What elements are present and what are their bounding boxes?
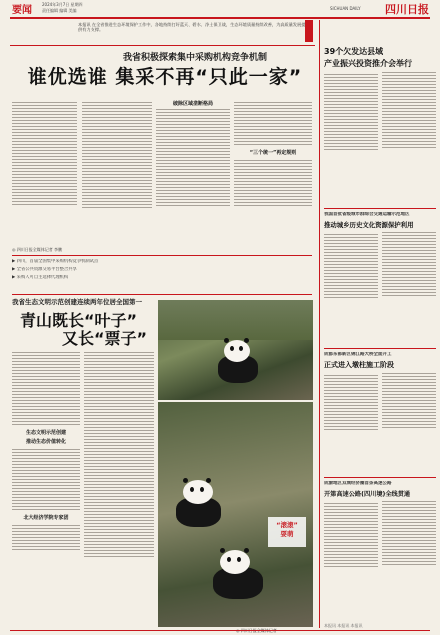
- right-story3-headline: 正式进入墩柱施工阶段: [324, 361, 394, 369]
- lead-column-2: [156, 100, 230, 250]
- panda-subhead-1: 生态文明示范创建: [25, 430, 66, 436]
- teaser-text: 本报讯 在全省推进生态环境保护工作中，各地持续打好蓝天、碧水、净土保卫战，生态环境质量持续改善，为高质量发展提供有力支撑。: [78, 22, 306, 32]
- panda-photo-caption-box: [268, 517, 306, 547]
- lead-sidebar: [12, 100, 77, 252]
- panda-photo-caption: “滚滚” 耍萌: [276, 521, 298, 538]
- right-story4-headline: 开第高速公路(四川境)全线贯通: [324, 491, 411, 498]
- right-story2-body: [324, 232, 436, 344]
- right-story2-headline: 推动城乡历史文化资源保护利用: [324, 221, 414, 229]
- right-story1-body: [324, 72, 436, 202]
- bottom-rule: [10, 630, 430, 631]
- masthead-rule: [10, 17, 430, 19]
- bullet-box: [12, 255, 312, 295]
- right-story1-subhead: 产业振兴投资推介会举行: [324, 59, 412, 68]
- lead-kicker: 我省积极探索集中采购机构竞争机制: [122, 53, 267, 63]
- right-footer: 本报讯 本报讯 本报讯: [324, 623, 363, 628]
- bullet-item: ▶ 四川，首届全国集中采购机构竞争机制试点: [12, 259, 99, 264]
- panda-column-2: [84, 350, 154, 628]
- bullet-item: ▶ 采购人可自主选择代理机构: [12, 275, 69, 280]
- right-story2-kicker: 我国首批省级城市群综合交通运输示范地区: [324, 212, 410, 217]
- lead-top-rule: [10, 45, 315, 46]
- masthead-date: 2024年3月7日 星期四: [42, 2, 83, 7]
- panda-kicker: 我省生态文明示范创建连续两年位居全国第一: [12, 298, 142, 306]
- section-logo: 要闻: [12, 5, 32, 16]
- masthead-right-meta: SICHUAN DAILY: [330, 6, 361, 11]
- paper-name-logo: 四川日报: [385, 3, 429, 16]
- right-rule-2: [324, 348, 436, 349]
- masthead-editor: 责任编辑 编辑 美编: [42, 8, 77, 13]
- panda-headline-1: 青山既长“叶子”: [20, 311, 138, 330]
- lead-headline: 谁优选谁 集采不再“只此一家”: [27, 66, 303, 88]
- right-story4-body: [324, 501, 436, 616]
- lead-column-3: [234, 100, 312, 250]
- teaser-tab: [305, 20, 313, 42]
- right-story3-body: [324, 373, 436, 473]
- right-story1-headline: 39个欠发达县域: [324, 47, 384, 56]
- panda-subhead-2: 推动生态价值转化: [25, 439, 66, 445]
- panda-photo-top: [158, 300, 313, 400]
- lead-column-1: [82, 100, 152, 250]
- panda-column-1: [12, 350, 80, 628]
- lead-subhead-2: “三个统一”再定规则: [249, 150, 297, 156]
- right-rule-3: [324, 477, 436, 478]
- panda-headline-2: 又长“票子”: [62, 329, 148, 348]
- panda-subhead-4: 北大经济学院专家团: [23, 515, 69, 521]
- right-story3-kicker: 成都东部新区锦江路大桥全面开工: [324, 352, 392, 357]
- lead-subhead-1: 破除区域垄断格局: [172, 101, 213, 107]
- bullet-item: ▶ 全省公共资源交易平台整合共享: [12, 267, 77, 272]
- right-rule-1: [324, 208, 436, 209]
- lead-sidebar-caption: ◎ 四川日报全媒体记者 李鹏: [12, 247, 63, 252]
- right-story4-kicker: 成渝地区双城经济圈首条高速公路: [324, 481, 392, 486]
- right-col-divider: [319, 20, 320, 628]
- panda-photo-bottom: [158, 402, 313, 627]
